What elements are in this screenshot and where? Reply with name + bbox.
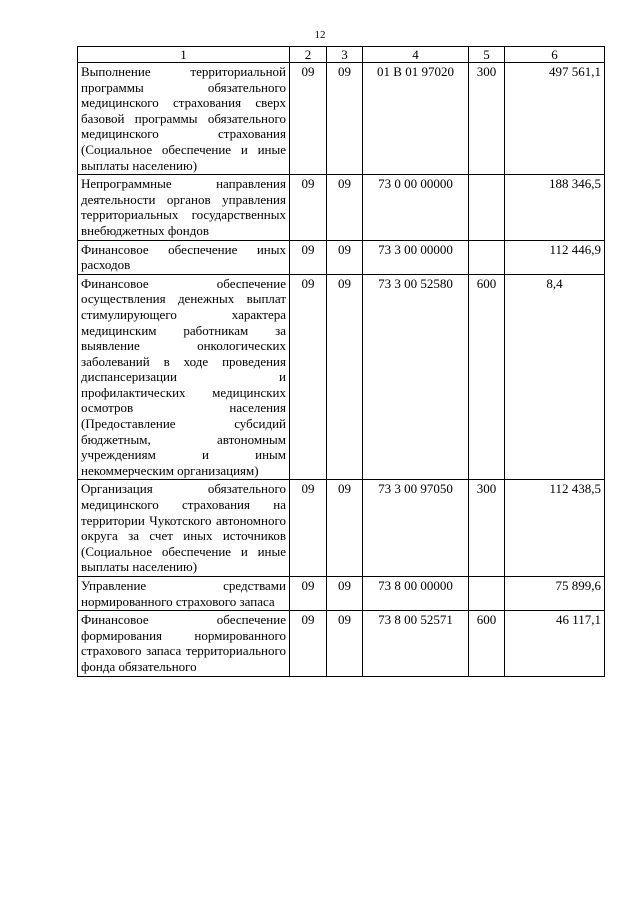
cell-section: 09 bbox=[290, 240, 327, 274]
table-row bbox=[78, 175, 605, 240]
cell-amount: 75 899,6 bbox=[505, 577, 605, 611]
cell-amount: 8,4 bbox=[505, 274, 605, 480]
cell-amount: 188 346,5 bbox=[505, 175, 605, 240]
cell-expense-type bbox=[469, 577, 505, 611]
cell-subsection: 09 bbox=[327, 175, 363, 240]
cell-subsection: 09 bbox=[327, 240, 363, 274]
cell-section: 09 bbox=[290, 611, 327, 676]
budget-table bbox=[77, 46, 605, 677]
table-row bbox=[78, 274, 605, 480]
cell-section: 09 bbox=[290, 175, 327, 240]
cell-name: Организация обязательного медицинского страхования на территории Чукотского автономного округа за счет иных источников (Социальное обеспечение и иные выплаты населению) bbox=[78, 480, 290, 577]
cell-subsection: 09 bbox=[327, 611, 363, 676]
cell-target-article: 01 В 01 97020 bbox=[363, 63, 469, 175]
cell-target-article: 73 3 00 00000 bbox=[363, 240, 469, 274]
cell-amount: 497 561,1 bbox=[505, 63, 605, 175]
cell-expense-type: 300 bbox=[469, 480, 505, 577]
table-row bbox=[78, 577, 605, 611]
cell-target-article: 73 3 00 52580 bbox=[363, 274, 469, 480]
column-header-subsection: 3 bbox=[327, 47, 363, 63]
column-header-expense-type: 5 bbox=[469, 47, 505, 63]
cell-amount: 46 117,1 bbox=[505, 611, 605, 676]
cell-name: Финансовое обеспечение осуществления денежных выплат стимулирующего характера медицинским работникам за выявление онкологических заболеваний в ходе проведения диспансеризации и профилактических медицинских осмотров населения (Предоставление субсидий бюджетным, автономным учреждениям и иным некоммерческим организациям) bbox=[78, 274, 290, 480]
cell-target-article: 73 8 00 00000 bbox=[363, 577, 469, 611]
table-row bbox=[78, 480, 605, 577]
table-row bbox=[78, 611, 605, 676]
cell-expense-type: 300 bbox=[469, 63, 505, 175]
cell-name: Выполнение территориальной программы обязательного медицинского страхования сверх базовой программы обязательного медицинского страхования (Социальное обеспечение и иные выплаты населению) bbox=[78, 63, 290, 175]
cell-subsection: 09 bbox=[327, 63, 363, 175]
column-header-section: 2 bbox=[290, 47, 327, 63]
cell-expense-type bbox=[469, 240, 505, 274]
cell-name: Управление средствами нормированного страхового запаса bbox=[78, 577, 290, 611]
cell-name: Непрограммные направления деятельности органов управления территориальных государственных внебюджетных фондов bbox=[78, 175, 290, 240]
cell-target-article: 73 0 00 00000 bbox=[363, 175, 469, 240]
cell-section: 09 bbox=[290, 577, 327, 611]
cell-expense-type bbox=[469, 175, 505, 240]
cell-subsection: 09 bbox=[327, 577, 363, 611]
table-header-row bbox=[78, 47, 605, 63]
column-header-name: 1 bbox=[78, 47, 290, 63]
cell-amount: 112 446,9 bbox=[505, 240, 605, 274]
cell-expense-type: 600 bbox=[469, 274, 505, 480]
table-row bbox=[78, 63, 605, 175]
cell-name: Финансовое обеспечение иных расходов bbox=[78, 240, 290, 274]
cell-name: Финансовое обеспечение формирования нормированного страхового запаса территориального фонда обязательного bbox=[78, 611, 290, 676]
cell-expense-type: 600 bbox=[469, 611, 505, 676]
cell-section: 09 bbox=[290, 274, 327, 480]
table-row bbox=[78, 240, 605, 274]
page-number: 12 bbox=[314, 29, 326, 41]
cell-section: 09 bbox=[290, 480, 327, 577]
cell-subsection: 09 bbox=[327, 274, 363, 480]
cell-target-article: 73 3 00 97050 bbox=[363, 480, 469, 577]
cell-section: 09 bbox=[290, 63, 327, 175]
column-header-target-article: 4 bbox=[363, 47, 469, 63]
cell-amount: 112 438,5 bbox=[505, 480, 605, 577]
cell-target-article: 73 8 00 52571 bbox=[363, 611, 469, 676]
column-header-amount: 6 bbox=[505, 47, 605, 63]
cell-subsection: 09 bbox=[327, 480, 363, 577]
